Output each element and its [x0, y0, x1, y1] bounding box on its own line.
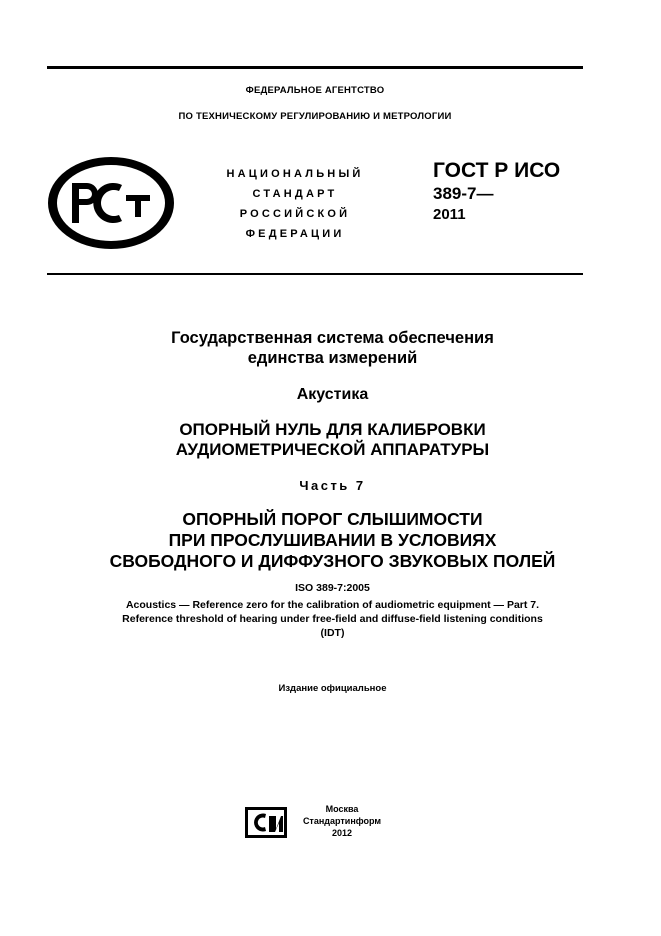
publisher-name: Стандартинформ: [302, 816, 382, 826]
iso-reference: ISO 389-7:2005: [295, 582, 370, 594]
subject-title: Акустика: [296, 386, 369, 403]
publisher-year: 2012: [331, 828, 353, 838]
english-title-line-3: (IDT): [320, 627, 345, 639]
series-title: [40, 328, 625, 368]
designation-line-1: ГОСТ Р ИСО: [433, 159, 561, 182]
part-label: Часть 7: [299, 478, 366, 493]
part-title-line-3: СВОБОДНОГО И ДИФФУЗНОГО ЗВУКОВЫХ ПОЛЕЙ: [109, 551, 556, 571]
designation-line-3: 2011: [433, 206, 466, 223]
top-rule: [47, 66, 583, 69]
main-title-line-1: ОПОРНЫЙ НУЛЬ ДЛЯ КАЛИБРОВКИ: [179, 420, 486, 439]
national-standard-line-3: РОССИЙСКОЙ: [239, 208, 351, 220]
rst-logo-icon: [46, 155, 176, 251]
standard-designation: [433, 158, 560, 225]
part-title-line-1: ОПОРНЫЙ ПОРОГ СЛЫШИМОСТИ: [182, 509, 483, 529]
publisher-info: [296, 803, 388, 839]
english-title: [40, 598, 625, 640]
national-standard-line-1: НАЦИОНАЛЬНЫЙ: [226, 168, 364, 180]
main-title-line-2: АУДИОМЕТРИЧЕСКОЙ АППАРАТУРЫ: [175, 440, 490, 459]
main-title: [40, 420, 625, 460]
agency-line-2: ПО ТЕХНИЧЕСКОМУ РЕГУЛИРОВАНИЮ И МЕТРОЛОГИИ: [178, 111, 452, 122]
national-standard-line-4: ФЕДЕРАЦИИ: [245, 228, 345, 240]
part-title-line-2: ПРИ ПРОСЛУШИВАНИИ В УСЛОВИЯХ: [168, 530, 497, 550]
part-title: [40, 509, 625, 572]
national-standard-line-2: СТАНДАРТ: [252, 188, 338, 200]
agency-line-1: ФЕДЕРАЛЬНОЕ АГЕНТСТВО: [245, 85, 385, 96]
national-standard-block: [200, 164, 390, 244]
series-title-line-2: единства измерений: [247, 349, 418, 367]
publisher-city: Москва: [325, 804, 359, 814]
series-title-line-1: Государственная система обеспечения: [171, 329, 494, 347]
middle-rule: [47, 273, 583, 275]
edition-label: Издание официальное: [278, 683, 387, 694]
english-title-line-1: Acoustics — Reference zero for the calibration of audiometric equipment — Part 7.: [125, 599, 540, 611]
standartinform-logo-icon: [245, 807, 287, 838]
english-title-line-2: Reference threshold of hearing under free-field and diffuse-field listening conditions: [122, 613, 543, 625]
designation-line-2: 389-7—: [433, 184, 494, 203]
